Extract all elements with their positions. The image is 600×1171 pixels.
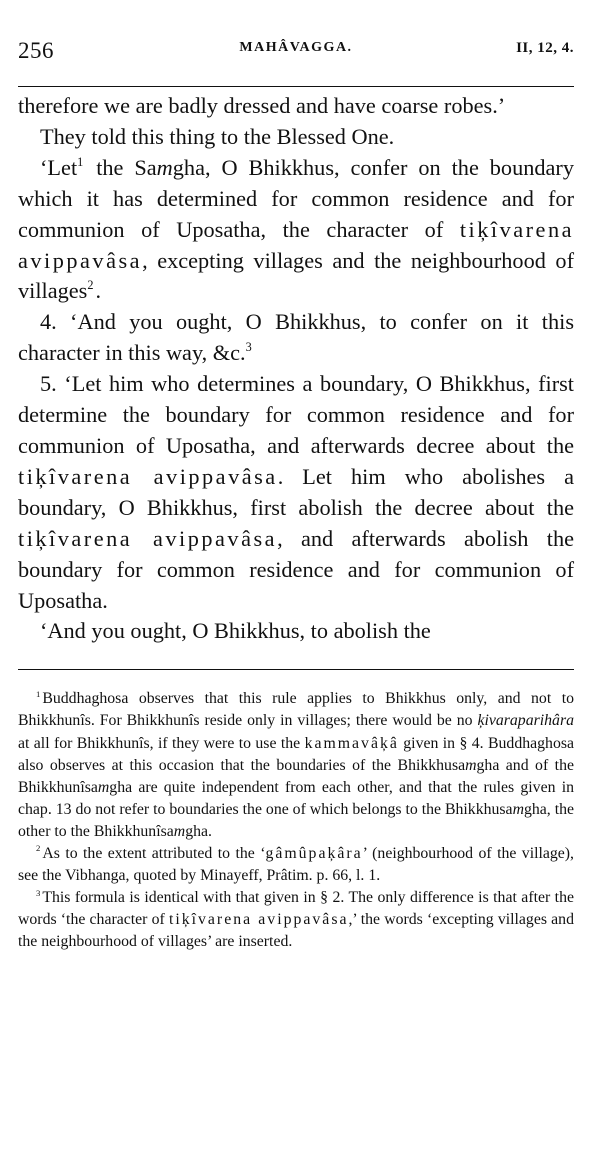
footnote-text: gha, the other to the Bhikkhunîsa <box>18 800 574 840</box>
footnote-text: gha. <box>185 822 212 840</box>
footnotes <box>18 688 574 953</box>
footnote-number: 1 <box>36 688 41 699</box>
footnote-3 <box>18 887 574 953</box>
footnote-number: 2 <box>36 843 41 854</box>
footnote-text: gha and of the Bhikkhunîsa <box>18 756 574 796</box>
paragraph <box>18 616 574 647</box>
footnote-marker: 1 <box>77 154 84 169</box>
paragraph-text: the Sa <box>85 154 157 180</box>
footnote-text: ,’ the words ‘excepting villages and the neighbourhood of villages’ are inserted. <box>18 911 574 951</box>
footnote-1 <box>18 688 574 843</box>
paragraph-text: . <box>95 278 102 304</box>
footnote-text: This formula is identical with that given in § 2. The only difference is that after the words ‘the character of <box>18 889 574 929</box>
paragraph <box>18 122 574 153</box>
header-rule <box>18 86 574 87</box>
italic-letter: m <box>97 778 110 796</box>
paragraph <box>18 307 574 369</box>
footnote-2 <box>18 843 574 887</box>
italic-letter: m <box>465 756 477 774</box>
pali-term: gâmûpaķâra <box>265 844 363 862</box>
paragraph-text: 4. ‘And you ought, O Bhikkhus, to confer on it this character in this way, &c. <box>18 309 574 366</box>
pali-term: ķivaraparihâra <box>477 712 574 730</box>
footnote-text: gha are quite independent from each other, and that the rules given in chap. 13 do not refer to boundaries the one of which belongs to the Bhikkhusa <box>18 778 574 818</box>
pali-term: tiķîvarena avippavâsa <box>168 911 349 929</box>
paragraph-text: 5. ‘Let him who determines a boundary, O Bhikkhus, first determine the boundary for common residence and for communion of Uposatha, and afterwards decree about the <box>18 371 574 458</box>
footnote-text: As to the extent attributed to the ‘ <box>42 844 266 862</box>
paragraph-text: gha, O Bhikkhus, confer on the boundary which it has determined for common residence and for communion of Uposatha, the character of <box>18 154 574 242</box>
paragraph-text: . Let him who abolishes a boundary, O Bhikkhus, first abolish the decree about the <box>18 463 574 520</box>
pali-term: tiķîvarena avippavâsa <box>18 525 278 551</box>
italic-letter: m <box>173 822 186 840</box>
pali-term: kammavâķâ <box>304 734 399 752</box>
paragraph-text: ‘Let <box>40 154 78 180</box>
footnote-text: Buddhaghosa observes that this rule applies to Bhikkhus only, and not to Bhikkhunîs. For Bhikkhunîs reside only in villages; there would be no <box>18 690 574 730</box>
footnote-text: ’ (neighbourhood of the village), see the Vibhanga, quoted by Minayeff, Prâtim. p. 66, l. 1. <box>18 844 574 885</box>
footnote-marker: 2 <box>87 278 94 293</box>
paragraph-text: , and afterwards abolish the boundary for common residence and for communion of Uposatha. <box>18 525 574 613</box>
pali-term: tiķîvarena avippavâsa <box>18 463 278 489</box>
italic-letter: m <box>512 800 524 818</box>
paragraph <box>18 369 574 616</box>
paragraph-text: , excepting villages and the neighbourhood of villages <box>18 247 574 304</box>
page-number: 256 <box>18 38 54 63</box>
pali-term: tiķîvarena avippavâsa <box>18 216 574 273</box>
footnote-rule <box>18 669 574 670</box>
paragraph-text: They told this thing to the Blessed One. <box>40 123 395 149</box>
footnote-text: at all for Bhikkhunîs, if they were to use the <box>18 734 305 752</box>
book-page <box>18 30 574 953</box>
running-head <box>18 30 574 64</box>
main-text <box>18 91 574 647</box>
paragraph-text: therefore we are badly dressed and have coarse robes.’ <box>18 93 506 118</box>
chapter-reference: II, 12, 4. <box>516 40 574 56</box>
paragraph-text: ‘And you ought, O Bhikkhus, to abolish the <box>40 618 431 644</box>
footnote-marker: 3 <box>245 340 252 355</box>
paragraph <box>18 153 574 308</box>
paragraph-continuation <box>18 91 574 122</box>
footnote-number: 3 <box>36 887 41 898</box>
footnote-text: given in § 4. Buddhaghosa also observes at this occasion that the boundaries of the Bhikkhusa <box>18 734 574 774</box>
running-title: MAHÂVAGGA. <box>239 40 353 55</box>
italic-letter: m <box>156 154 173 180</box>
